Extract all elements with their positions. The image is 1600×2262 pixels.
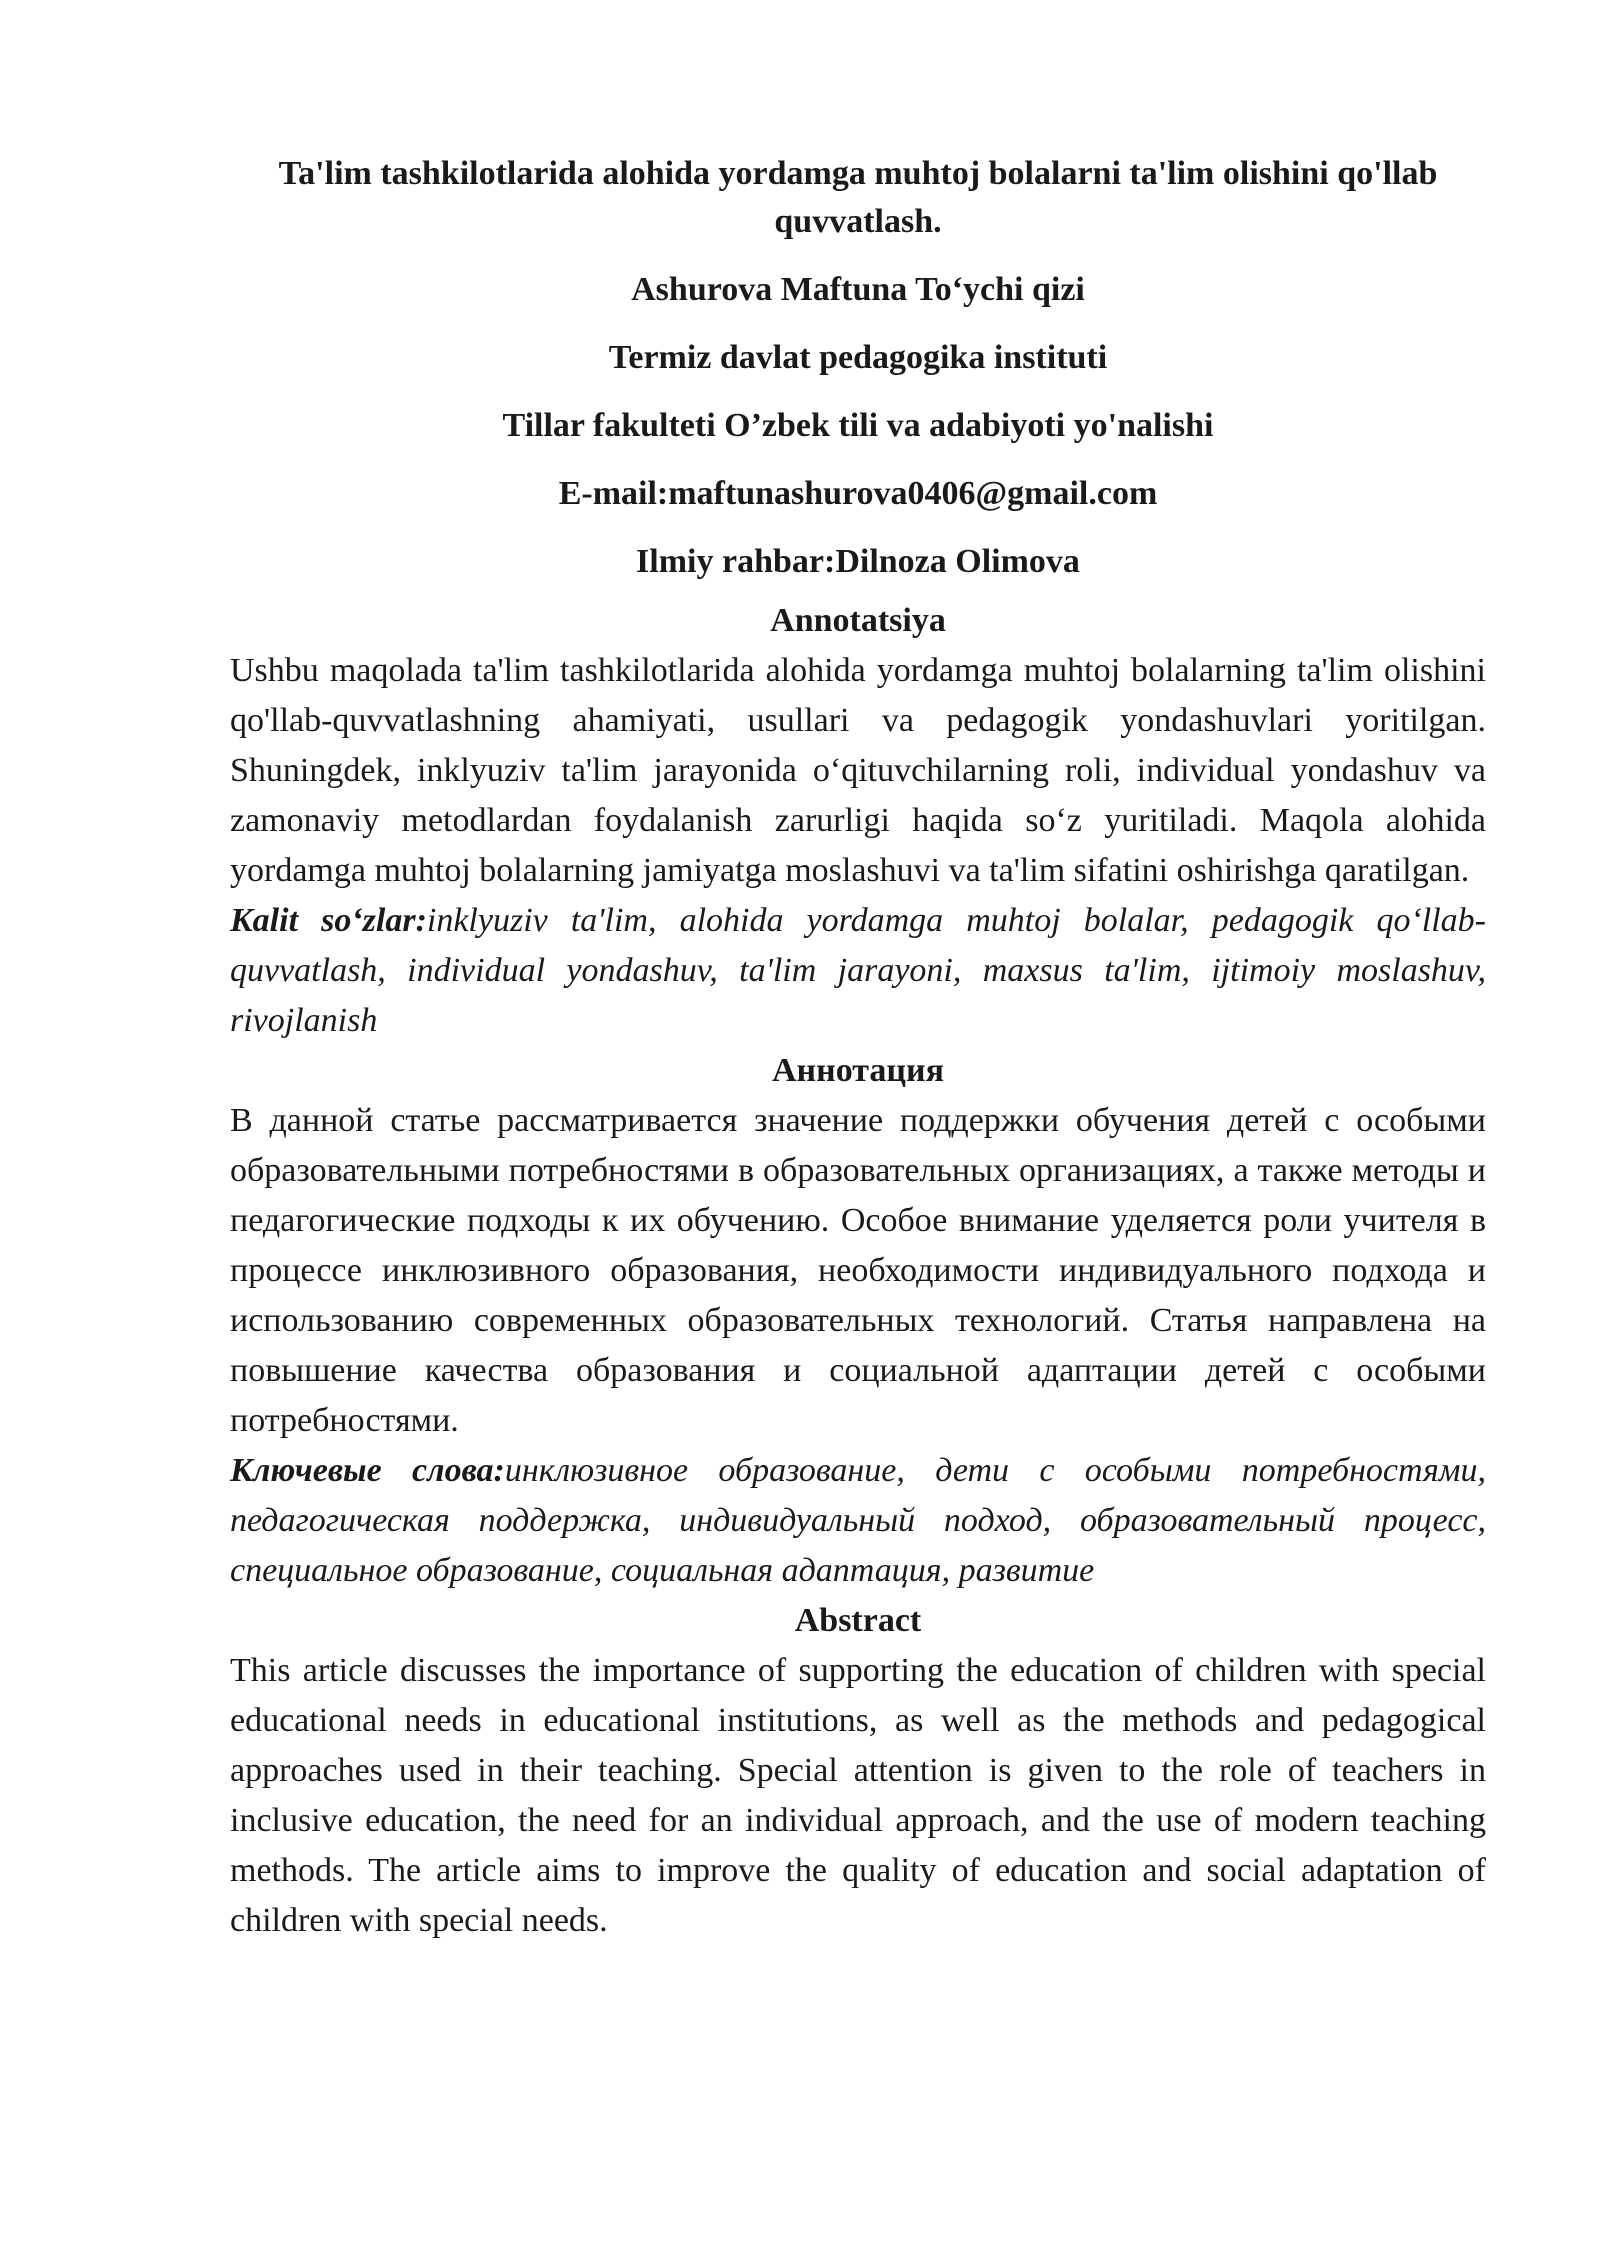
abstract-russian-heading: Аннотация — [772, 1052, 944, 1089]
paper-title: Ta'lim tashkilotlarida alohida yordamga muhtoj bolalarni ta'lim olishini qo'llab quvvatlash. — [278, 155, 1438, 240]
author-email: E-mail:maftunashurova0406@gmail.com — [558, 475, 1158, 512]
institution: Termiz davlat pedagogika instituti — [608, 339, 1108, 376]
author-name: Ashurova Maftuna To‘ychi qizi — [631, 271, 1085, 308]
keywords-russian — [230, 1446, 1486, 1596]
document-page — [230, 150, 1486, 1946]
abstract-english-heading: Abstract — [794, 1602, 922, 1639]
abstract-uzbek — [230, 596, 1486, 1046]
abstract-english — [230, 1596, 1486, 1946]
supervisor: Ilmiy rahbar:Dilnoza Olimova — [636, 543, 1080, 580]
abstract-russian-text: В данной статье рассматривается значение поддержки обучения детей с особыми образовательными потребностями в образовательных организациях, а также методы и педагогические подходы к их обучению. Особое внимание уделяется роли учителя в процессе инклюзивного образования, необходимости индивидуального подхода и использованию современных образовательных технологий. Статья направлена на повышение качества образования и социальной адаптации детей с особыми потребностями. — [230, 1102, 1486, 1439]
abstract-russian — [230, 1046, 1486, 1596]
keywords-uzbek-label: Kalit so‘zlar: — [230, 902, 427, 939]
keywords-russian-list: инклюзивное образование, дети с особыми потребностями, педагогическая поддержка, индивидуальный подход, образовательный процесс, специальное образование, социальная адаптация, развитие — [230, 1452, 1486, 1589]
keywords-uzbek — [230, 896, 1486, 1046]
abstract-uzbek-text: Ushbu maqolada ta'lim tashkilotlarida alohida yordamga muhtoj bolalarning ta'lim olishini qo'llab-quvvatlashning ahamiyati, usullari va pedagogik yondashuvlari yoritilgan. Shuningdek, inklyuziv ta'lim jarayonida o‘qituvchilarning roli, individual yondashuv va zamonaviy metodlardan foydalanish zarurligi haqida so‘z yuritiladi. Maqola alohida yordamga muhtoj bolalarning jamiyatga moslashuvi va ta'lim sifatini oshirishga qaratilgan. — [230, 652, 1486, 889]
abstract-english-text: This article discusses the importance of supporting the education of children with special educational needs in educational institutions, as well as the methods and pedagogical approaches used in their teaching. Special attention is given to the role of teachers in inclusive education, the need for an individual approach, and the use of modern teaching methods. The article aims to improve the quality of education and social adaptation of children with special needs. — [230, 1652, 1486, 1939]
abstract-uzbek-heading: Annotatsiya — [770, 602, 946, 639]
keywords-russian-label: Ключевые слова: — [230, 1452, 505, 1489]
keywords-uzbek-list: inklyuziv ta'lim, alohida yordamga muhtoj bolalar, pedagogik qo‘llab-quvvatlash, individual yondashuv, ta'lim jarayoni, maxsus ta'lim, ijtimoiy moslashuv, rivojlanish — [230, 902, 1486, 1039]
faculty: Tillar fakulteti O’zbek tili va adabiyoti yo'nalishi — [502, 407, 1214, 444]
